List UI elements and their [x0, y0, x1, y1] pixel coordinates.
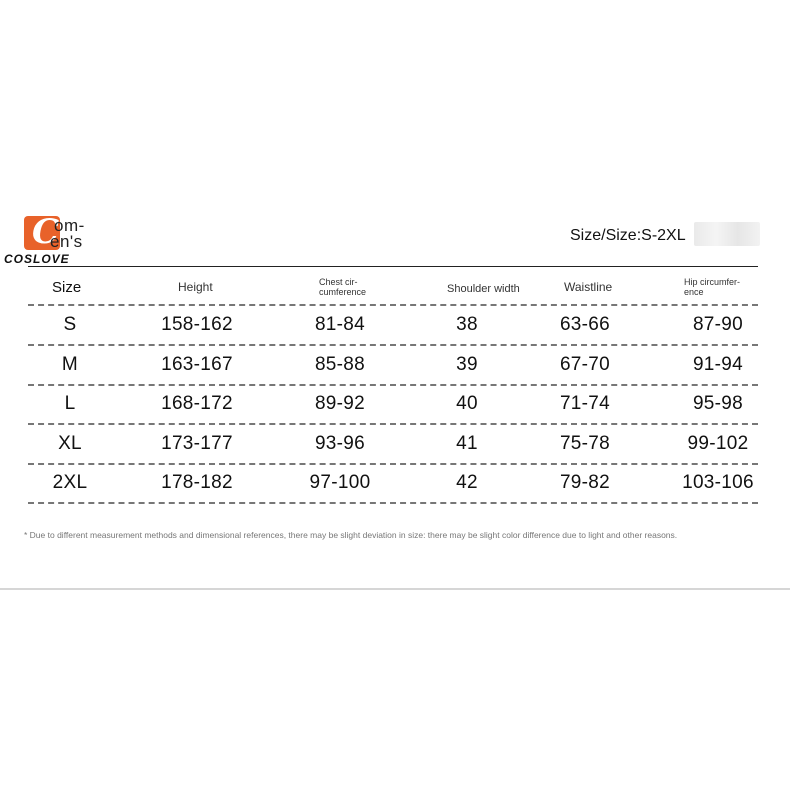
row-divider [28, 502, 758, 504]
row-divider [28, 463, 758, 465]
logo-letter: C [32, 212, 60, 252]
logo-text-line2: en's [50, 232, 83, 251]
cell-height: 158-162 [161, 314, 233, 335]
cell-waist: 75-78 [559, 432, 611, 454]
cell-chest: 97-100 [309, 472, 371, 493]
cell-waist: 67-70 [559, 353, 611, 375]
cell-shoulder: 39 [456, 353, 478, 375]
blurred-watermark [694, 222, 760, 246]
brand-name: COSLOVE [4, 252, 70, 266]
top-divider [28, 266, 758, 267]
cell-size: L [64, 393, 76, 414]
cell-size: S [63, 314, 77, 335]
cell-size: 2XL [52, 472, 88, 493]
cell-waist: 63-66 [559, 314, 611, 335]
cell-waist: 71-74 [559, 393, 611, 414]
row-divider [28, 384, 758, 386]
footnote: * Due to different measurement methods and dimensional references, there may be slight deviation in size: there may be slight color difference due to light and other reasons. [24, 530, 678, 540]
cell-size: XL [58, 432, 82, 454]
cell-height: 173-177 [161, 432, 233, 454]
cell-hip: 91-94 [692, 353, 744, 375]
cell-chest: 81-84 [314, 314, 366, 335]
header-shoulder: Shoulder width [447, 283, 520, 295]
cell-hip: 87-90 [692, 314, 744, 335]
header-waist: Waistline [564, 280, 613, 294]
cell-shoulder: 38 [456, 314, 478, 335]
logo-text-line1: om- [54, 216, 85, 235]
cell-shoulder: 40 [456, 393, 478, 414]
cell-height: 163-167 [161, 353, 233, 375]
cell-chest: 85-88 [314, 353, 366, 375]
cell-waist: 79-82 [559, 472, 611, 493]
cell-chest: 93-96 [314, 432, 366, 454]
cell-height: 178-182 [161, 472, 233, 493]
header-chest: Chest cir- cumference [319, 277, 367, 297]
header-hip: Hip circumfer- ence [684, 277, 741, 297]
cell-height: 168-172 [161, 393, 233, 414]
row-divider [28, 423, 758, 425]
cell-chest: 89-92 [314, 393, 366, 414]
header-height: Height [178, 280, 213, 294]
cell-shoulder: 41 [456, 432, 478, 454]
cell-shoulder: 42 [456, 472, 478, 493]
brand-logo [4, 214, 104, 266]
size-range-label: Size/Size:S-2XL [570, 227, 686, 244]
header-size: Size [52, 278, 82, 296]
cell-hip: 103-106 [682, 472, 754, 493]
cell-hip: 95-98 [692, 393, 744, 414]
cell-hip: 99-102 [687, 432, 749, 454]
bottom-divider [0, 588, 790, 590]
cell-size: M [61, 353, 79, 375]
row-divider [28, 304, 758, 306]
row-divider [28, 344, 758, 346]
